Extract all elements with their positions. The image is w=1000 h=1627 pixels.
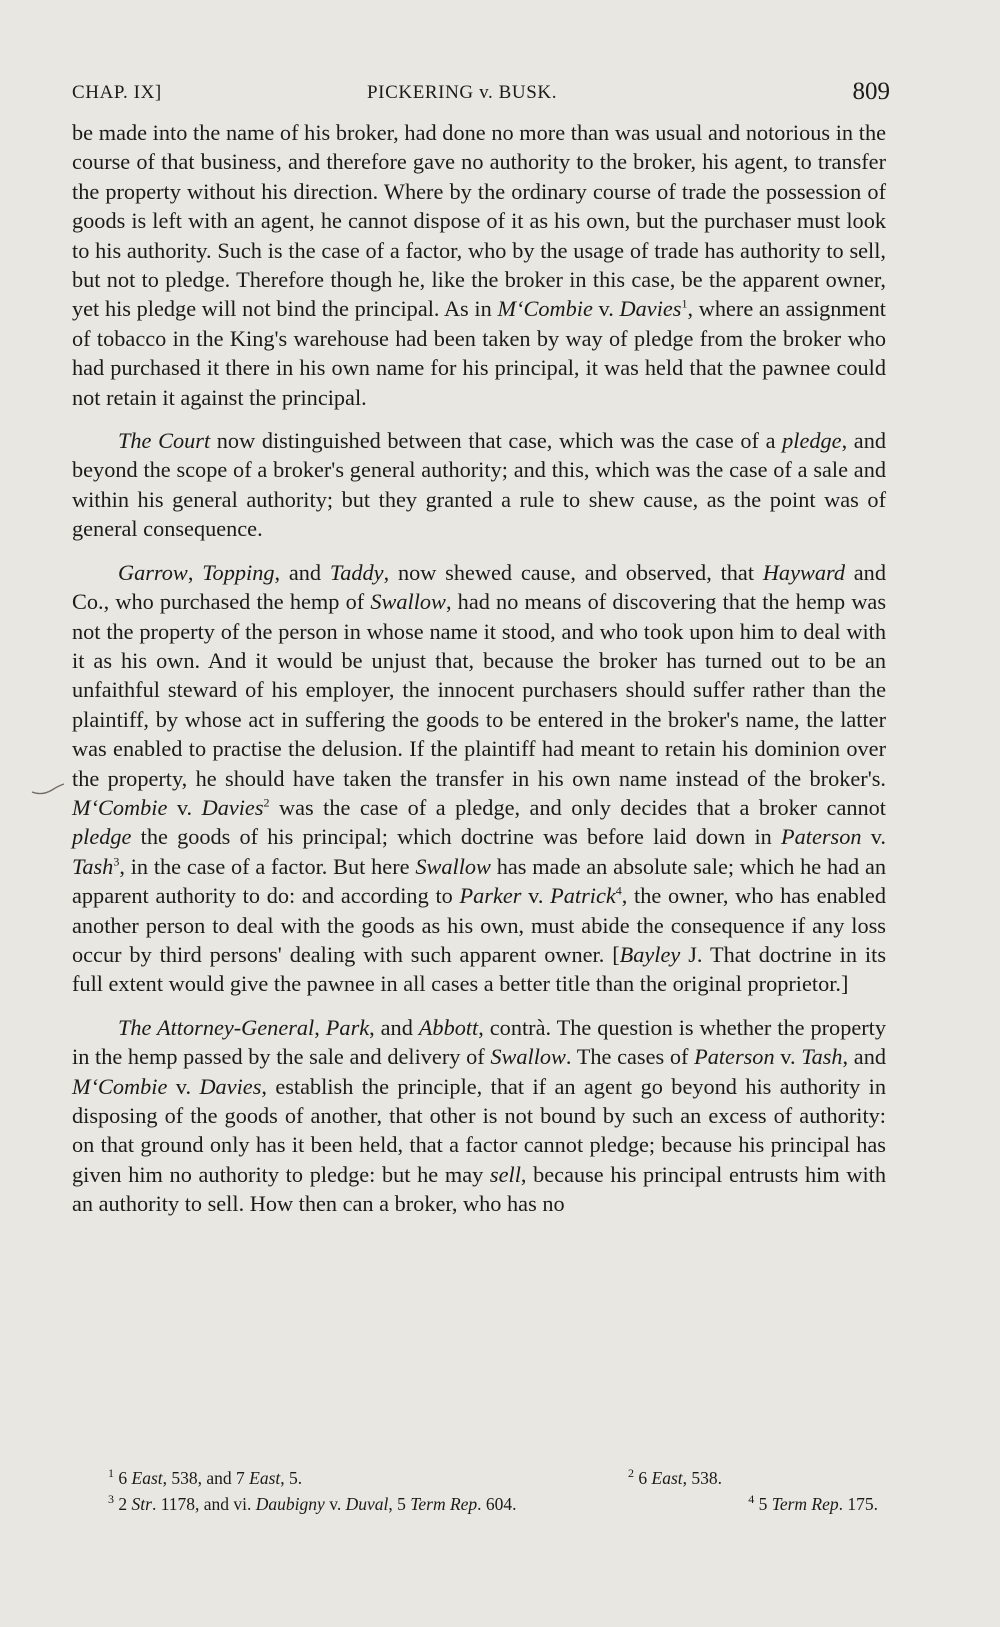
running-head	[72, 74, 890, 118]
counsel-name: The Attorney-General	[118, 1014, 315, 1040]
case-name: M‘Combie	[72, 1073, 168, 1099]
report-name: Term Rep	[410, 1494, 478, 1514]
text-run: . 1178, and vi.	[151, 1494, 256, 1514]
case-name: Paterson	[694, 1044, 775, 1070]
report-name: East	[249, 1468, 281, 1488]
text-run: and Co., who purchased the hemp of	[72, 559, 886, 615]
text-run: , and	[274, 559, 330, 585]
footnote-ref: 2	[263, 795, 270, 810]
text-run: 5	[754, 1494, 772, 1514]
footnote-number: 4	[748, 1492, 755, 1507]
text-run: , and	[369, 1014, 419, 1040]
footnote-number: 3	[108, 1492, 114, 1507]
footnotes	[108, 1465, 878, 1517]
text-run: has made an absolute sale; which he had an apparent authority to do: and according to	[72, 853, 886, 909]
text-run: , where an assignment of tobacco in the King's warehouse had been taken by way of pledge from the broker who had purchased it there in his own name for his principal, it was held that the pawnee could not retain it against the principal.	[72, 296, 886, 410]
party-name: Swallow	[370, 589, 446, 615]
text-run: , and beyond the scope of a broker's general authority; and this, which was the case of a sale and within his general authority; but they granted a rule to shew cause, as the point was of general consequence.	[72, 428, 886, 542]
case-name: M‘Combie	[497, 296, 593, 322]
case-name: Parker	[459, 883, 522, 909]
emphasis: pledge	[72, 824, 132, 850]
text-run: was the case of a pledge, and only decides that a broker cannot	[269, 794, 886, 820]
body-text	[72, 118, 886, 1219]
footnote-row	[108, 1465, 878, 1491]
case-name: Daubigny	[255, 1494, 325, 1514]
footnote-ref: 4	[615, 883, 622, 898]
text-run: , had no means of discovering that the hemp was not the property of the person in whose name it stood, and who took upon him to deal with it as his own. And it would be unjust that, because the broker has turned out to be an unfaithful steward of his employer, the innocent purchasers should suffer rather than the plaintiff, by whose act in suffering the goods to be entered in the broker's name, the latter was enabled to practise the delusion. If the plaintiff had meant to retain his dominion over the property, he should have taken the transfer in his own name instead of the broker's.	[72, 589, 886, 791]
party-name: Swallow	[415, 853, 491, 879]
case-name: Paterson	[781, 824, 862, 850]
counsel-name: Park	[325, 1014, 370, 1040]
page-number: 809	[852, 78, 890, 105]
paragraph	[72, 558, 886, 999]
text-run: now distinguished between that case, which was the case of a	[210, 428, 783, 454]
text-run: ,	[314, 1014, 326, 1040]
text-run: J. That doctrine in its full extent would give the pawnee in all cases a better title than the original proprietor.]	[72, 941, 886, 997]
case-name: Davies	[199, 1073, 262, 1099]
case-name: Duval	[345, 1494, 389, 1514]
text-run: v.	[521, 883, 551, 909]
case-name: Tash	[72, 853, 114, 879]
text-run: the goods of his principal; which doctrine was before laid down in	[131, 824, 781, 850]
text-run: . 604.	[477, 1494, 517, 1514]
text-run: , establish the principle, that if an agent go beyond his authority in disposing of the goods of another, that other is not bound by such an excess of authority: on that ground only has it been held, that a factor cannot pledge; because his principal has given him no authority to pledge: but he may	[72, 1073, 886, 1187]
paragraph	[72, 118, 886, 412]
counsel-name: Topping	[202, 559, 275, 585]
footnote-row	[108, 1491, 878, 1517]
case-name: Davies	[619, 296, 682, 322]
report-name: East	[651, 1468, 683, 1488]
text-run: , and	[842, 1044, 886, 1070]
text-run: , 538.	[682, 1468, 722, 1488]
case-name: Patrick	[550, 883, 616, 909]
text-run: v.	[324, 1494, 346, 1514]
text-run: 6	[114, 1468, 132, 1488]
case-name: M‘Combie	[72, 794, 168, 820]
footnote-3	[108, 1494, 517, 1514]
text-run: , 538, and 7	[162, 1468, 250, 1488]
text-run: v.	[861, 824, 886, 850]
counsel-name: Taddy	[329, 559, 384, 585]
emphasis: pledge	[782, 428, 842, 454]
text-run: v.	[774, 1044, 802, 1070]
case-name: Tash	[801, 1044, 843, 1070]
report-name: Term Rep	[771, 1494, 839, 1514]
case-name: Davies	[201, 794, 264, 820]
party-name: Hayward	[762, 559, 845, 585]
text-run: , contrà. The question is whether the property in the hemp passed by the sale and delivery of	[72, 1014, 887, 1070]
report-name: East	[131, 1468, 163, 1488]
footnote-4	[748, 1491, 878, 1517]
report-name: Str	[131, 1494, 152, 1514]
text-run: , now shewed cause, and observed, that	[383, 559, 763, 585]
paragraph	[72, 1013, 886, 1219]
paragraph	[72, 426, 886, 544]
footnote-1	[108, 1468, 302, 1488]
text-run: 2	[114, 1494, 132, 1514]
case-title: PICKERING v. BUSK.	[367, 82, 558, 103]
text-run: v.	[167, 794, 202, 820]
party-name: The Court	[118, 428, 211, 454]
text-run: , because his principal entrusts him with an authority to sell. How then can a broker, who has no	[72, 1161, 886, 1217]
text-run: ,	[187, 559, 203, 585]
footnote-number: 1	[108, 1466, 114, 1481]
text-run: , in the case of a factor. But here	[119, 853, 416, 879]
emphasis: sell	[489, 1161, 521, 1187]
text-run: v.	[592, 296, 620, 322]
footnote-number: 2	[628, 1466, 634, 1481]
footnote-ref: 1	[681, 297, 688, 312]
text-run: , 5	[388, 1494, 411, 1514]
text-run: , 5.	[280, 1468, 303, 1488]
chapter-label: CHAP. IX]	[72, 82, 162, 103]
text-run: , the owner, who has enabled another person to deal with the goods as his own, must abide the consequence if any loss occur by third persons' dealing with such apparent owner. [	[72, 883, 886, 967]
text-run: 6	[634, 1468, 652, 1488]
text-run: . The cases of	[565, 1044, 695, 1070]
margin-pencil-mark	[28, 778, 68, 798]
text-run: be made into the name of his broker, had done no more than was usual and notorious in the course of that business, and therefore gave no authority to the broker, his agent, to transfer the property without his direction. Where by the ordinary course of trade the possession of goods is left with an agent, he cannot dispose of it as his own, but the purchaser must look to his authority. Such is the case of a factor, who by the usage of trade has authority to sell, but not to pledge. Therefore though he, like the broker in this case, be the apparent owner, yet his pledge will not bind the principal. As in	[72, 120, 886, 322]
text-run: v.	[167, 1073, 200, 1099]
counsel-name: Garrow	[118, 559, 188, 585]
counsel-name: Abbott	[418, 1014, 479, 1040]
judge-name: Bayley	[619, 941, 681, 967]
footnote-ref: 3	[113, 854, 120, 869]
footnote-2	[628, 1465, 722, 1491]
party-name: Swallow	[490, 1044, 566, 1070]
text-run: . 175.	[838, 1494, 878, 1514]
